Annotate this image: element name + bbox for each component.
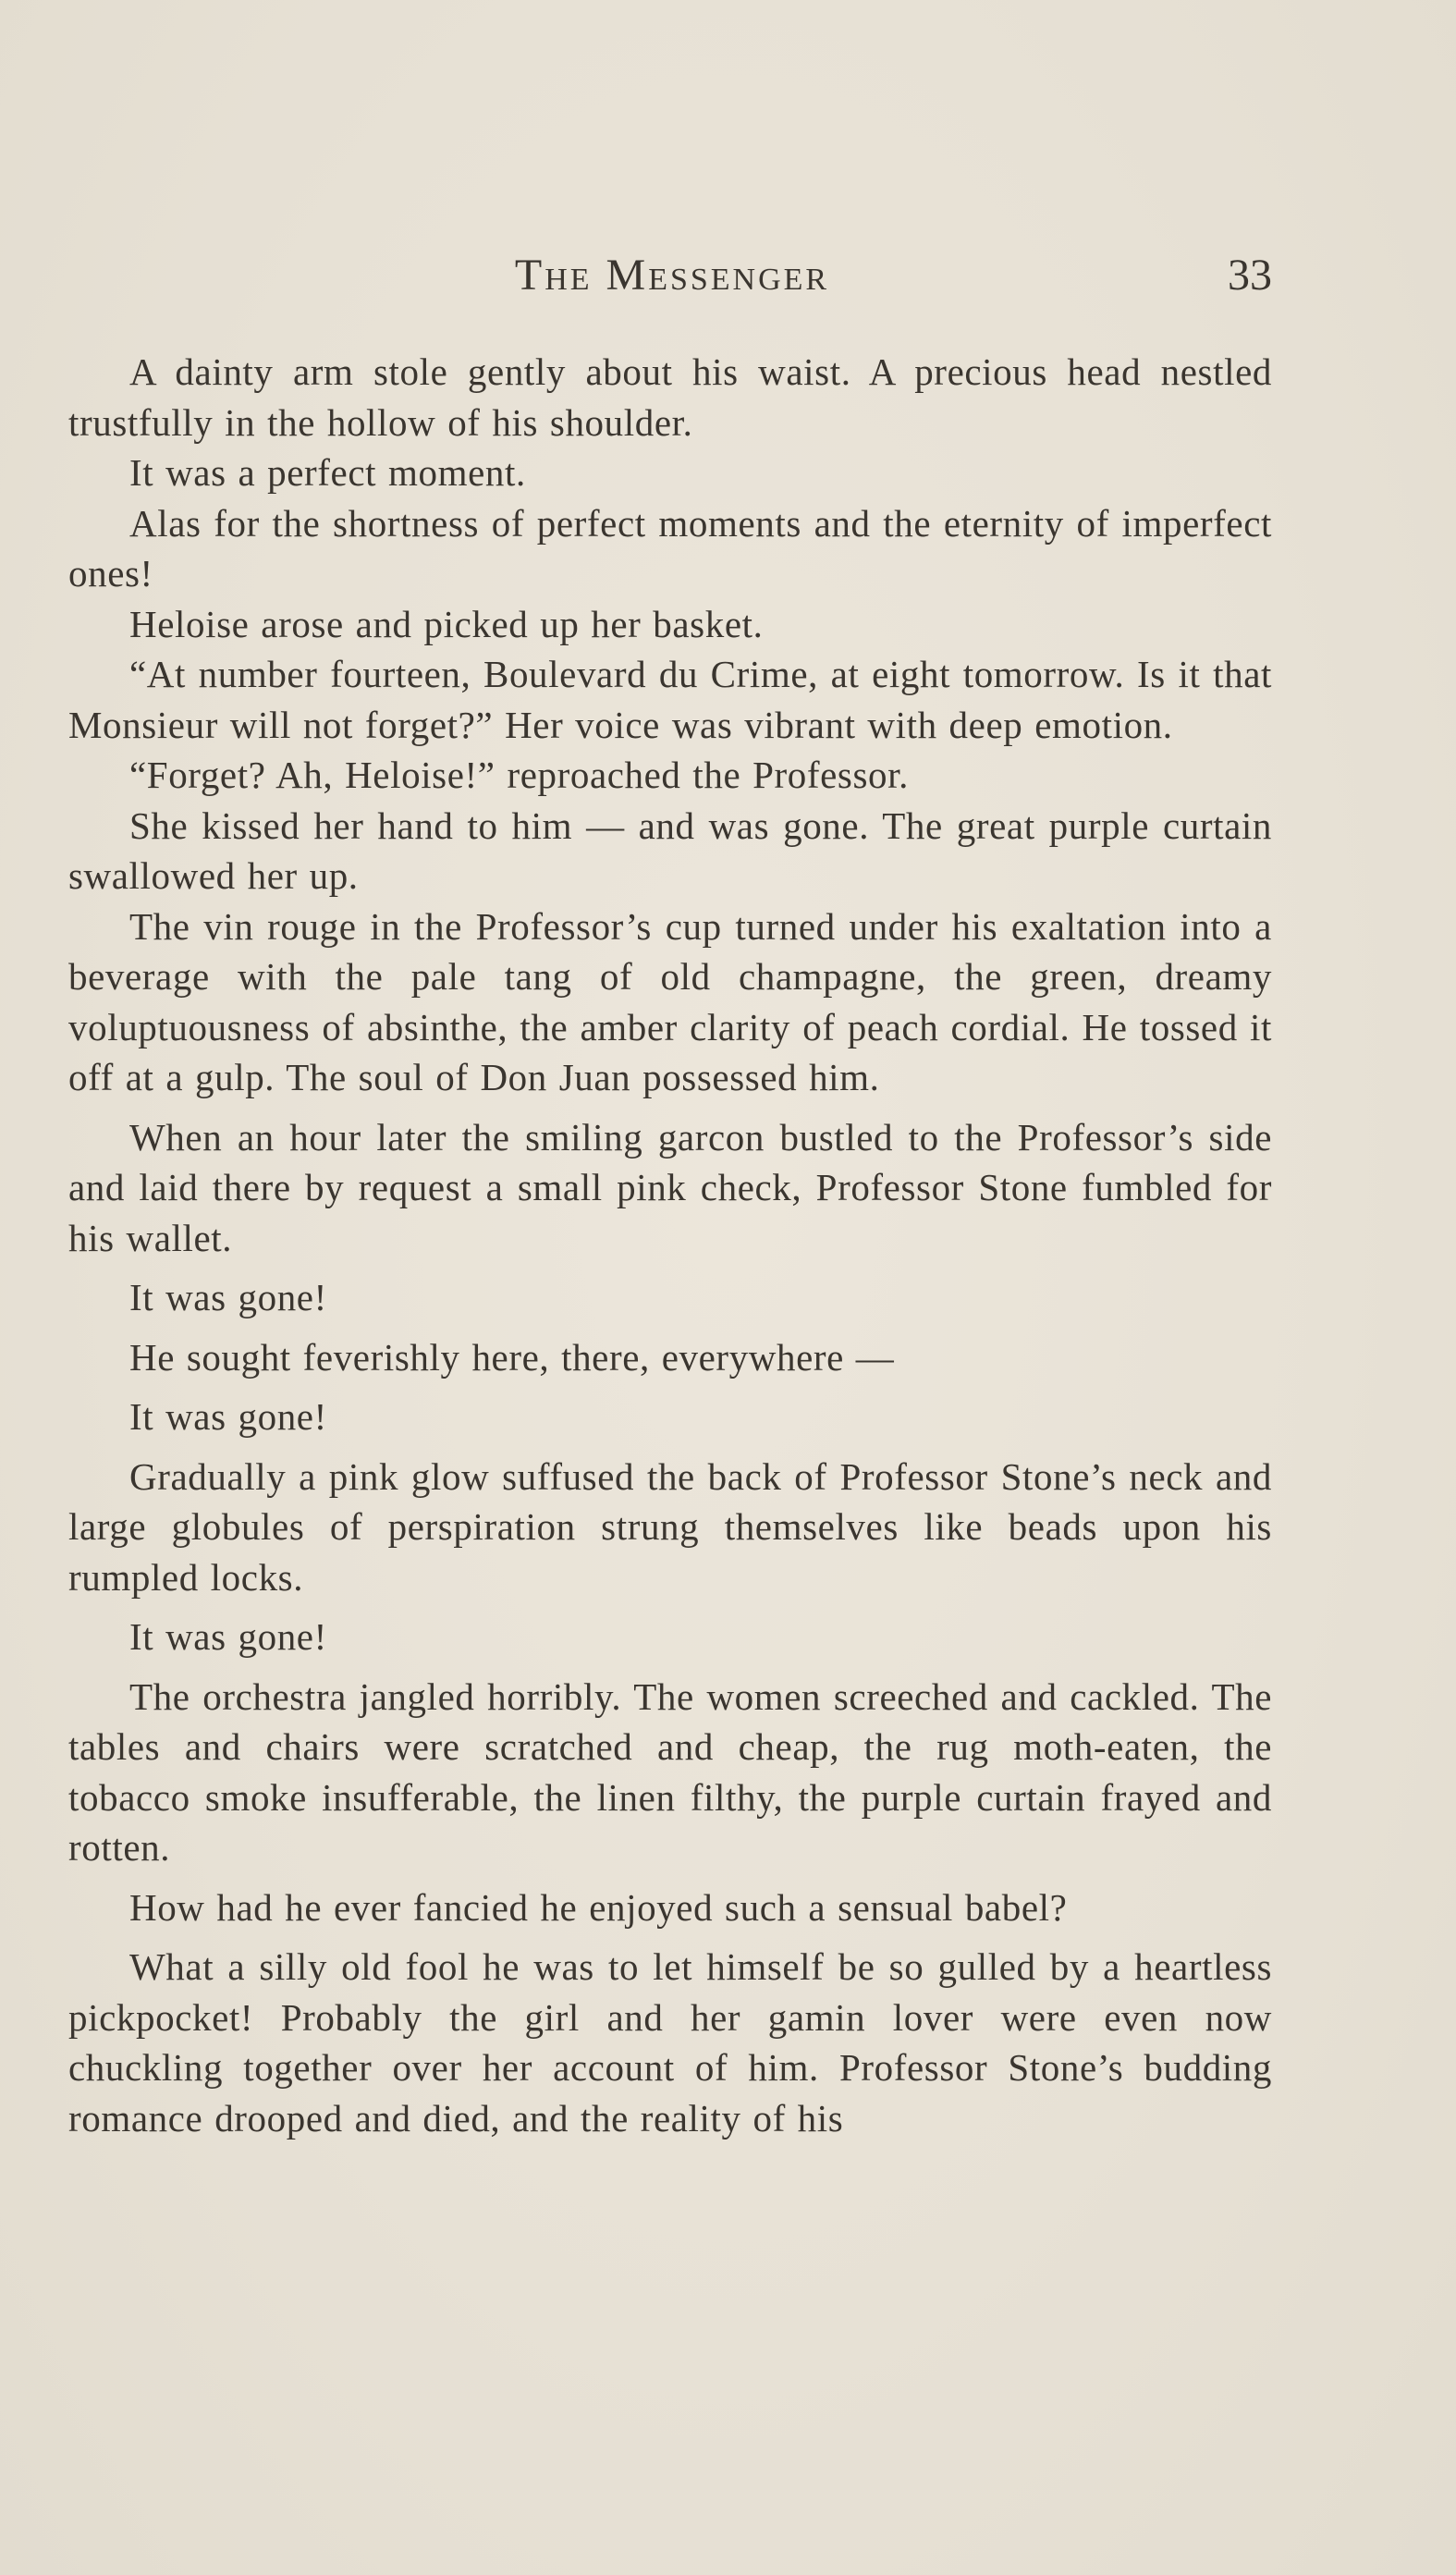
paragraph: He sought feverishly here, there, everywhere — bbox=[129, 1335, 895, 1379]
paragraph: She kissed her hand to him — and was gone. The great purple curtain swallowed her up. bbox=[68, 803, 1272, 897]
paragraph: The vin rouge in the Professor’s cup turned under his exaltation into a beverage with the pale tang of old champagne, the green, dreamy voluptuousness of absinthe, the amber clarity of peach cordial. He tossed it off at a gulp. The soul of Don Juan possessed him. bbox=[68, 904, 1272, 1098]
paragraph: It was gone! bbox=[129, 1276, 327, 1318]
paragraph: It was gone! bbox=[129, 1615, 327, 1658]
paragraph: How had he ever fancied he enjoyed such a sensual babel? bbox=[129, 1885, 1068, 1929]
running-title: The Messenger bbox=[514, 251, 830, 300]
paragraph: Heloise arose and picked up her basket. bbox=[129, 602, 764, 645]
running-head bbox=[72, 250, 1272, 305]
paragraph: “At number fourteen, Boulevard du Crime, at eight tomorrow. Is it that Monsieur will not forget?” Her voice was vibrant with deep emotion. bbox=[68, 653, 1272, 746]
paragraph: It was gone! bbox=[129, 1395, 327, 1438]
paragraph: The orchestra jangled horribly. The women screeched and cackled. The tables and chairs were scratched and cheap, the rug moth-eaten, the tobacco smoke insufferable, the linen filthy, the purple curtain frayed and rotten. bbox=[68, 1674, 1272, 1869]
page-number: 33 bbox=[1228, 251, 1272, 300]
paragraph: What a silly old fool he was to let himself be so gulled by a heartless pickpocket! Probably the girl and her gamin lover were even now chuckling together over her account of him. Professor Stone’s budding romance drooped and died, and the reality of his bbox=[68, 1945, 1272, 2140]
paragraph: Alas for the shortness of perfect moments and the eternity of imperfect ones! bbox=[68, 501, 1272, 595]
body-text bbox=[68, 347, 1272, 2143]
paragraph: A dainty arm stole gently about his waist. A precious head nestled trustfully in the hollow of his shoulder. bbox=[68, 350, 1272, 444]
paragraph: It was a perfect moment. bbox=[129, 451, 526, 494]
paragraph: “Forget? Ah, Heloise!” reproached the Professor. bbox=[129, 754, 909, 796]
paragraph: Gradually a pink glow suffused the back of Professor Stone’s neck and large globules of perspiration strung themselves like beads upon his rumpled locks. bbox=[68, 1454, 1272, 1599]
paragraph: When an hour later the smiling garcon bustled to the Professor’s side and laid there by request a small pink check, Professor Stone fumbled for his wallet. bbox=[68, 1115, 1272, 1259]
